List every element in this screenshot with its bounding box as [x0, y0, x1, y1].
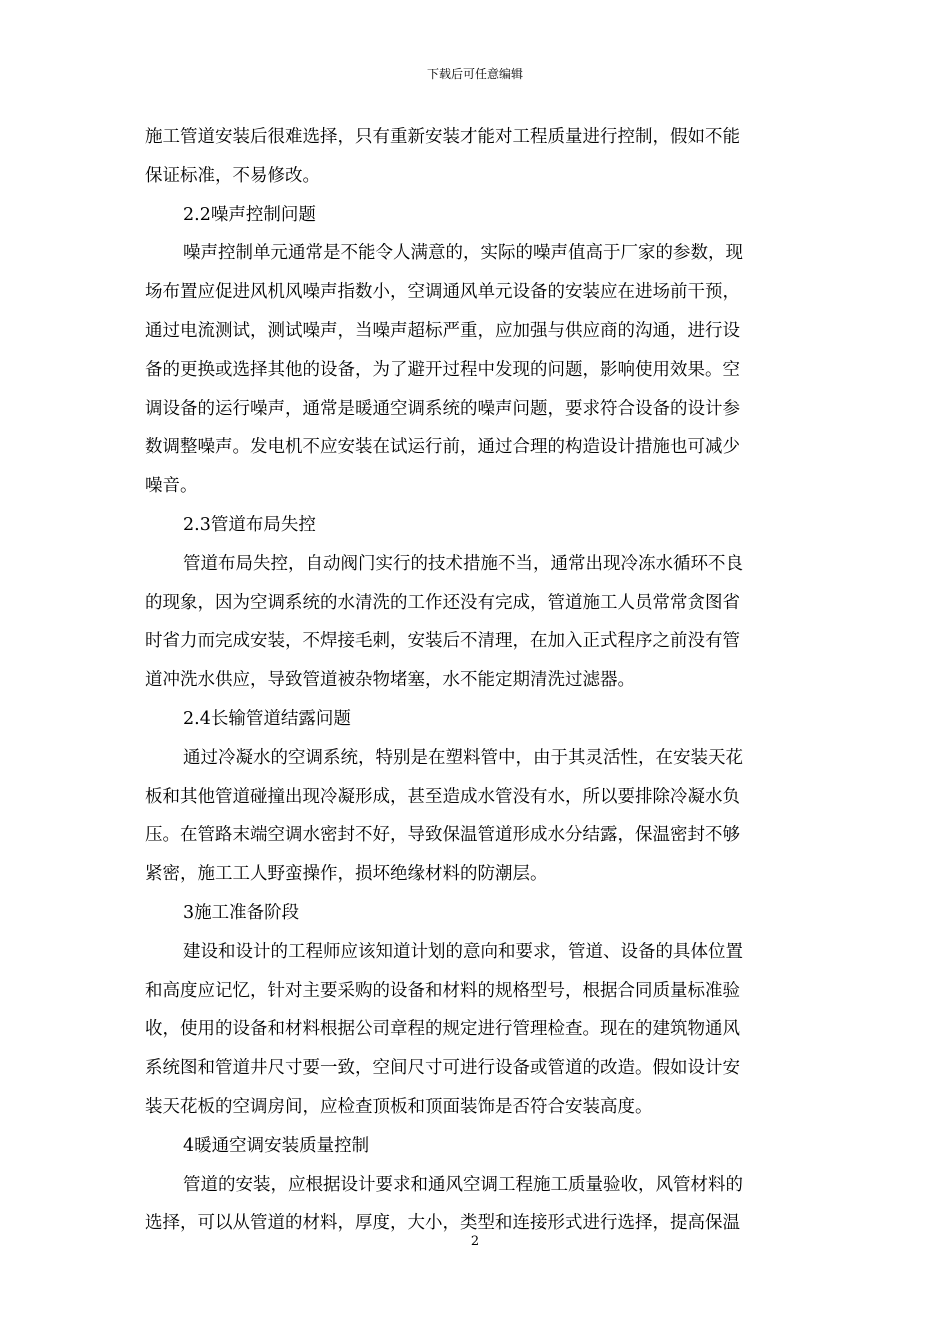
- page-header: 下载后可任意编辑: [426, 67, 523, 81]
- page-number: 2: [470, 1234, 480, 1249]
- paragraph-line: 紧密，施工工人野蛮操作，损坏绝缘材料的防潮层。: [145, 864, 548, 885]
- section-heading: 4暖通空调安装质量控制: [183, 1135, 370, 1156]
- paragraph-line: 板和其他管道碰撞出现冷凝形成，甚至造成水管没有水，所以要排除冷凝水负: [145, 786, 740, 807]
- paragraph-line: 压。在管路末端空调水密封不好，导致保温管道形成水分结露，保温密封不够: [145, 825, 740, 846]
- paragraph-line: 管道的安装，应根据设计要求和通风空调工程施工质量验收，风管材料的: [183, 1174, 743, 1195]
- paragraph-line: 道冲洗水供应，导致管道被杂物堵塞，水不能定期清洗过滤器。: [145, 670, 635, 691]
- paragraph-line: 建设和设计的工程师应该知道计划的意向和要求，管道、设备的具体位置: [183, 941, 743, 962]
- paragraph-line: 收，使用的设备和材料根据公司章程的规定进行管理检查。现在的建筑物通风: [145, 1019, 740, 1040]
- paragraph-line: 噪音。: [145, 476, 198, 497]
- paragraph-line: 时省力而完成安装，不焊接毛刺，安装后不清理，在加入正式程序之前没有管: [145, 631, 740, 652]
- section-heading: 2.3管道布局失控: [183, 514, 316, 535]
- paragraph-line: 选择，可以从管道的材料，厚度，大小，类型和连接形式进行选择，提高保温: [145, 1213, 740, 1234]
- paragraph-line: 噪声控制单元通常是不能令人满意的，实际的噪声值高于厂家的参数，现: [183, 243, 743, 264]
- paragraph-line: 通过冷凝水的空调系统，特别是在塑料管中，由于其灵活性，在安装天花: [183, 747, 743, 768]
- paragraph-line: 备的更换或选择其他的设备，为了避开过程中发现的问题，影响使用效果。空: [145, 359, 740, 380]
- section-heading: 2.2噪声控制问题: [183, 204, 316, 225]
- document-body: [145, 118, 805, 1243]
- paragraph-line: 的现象，因为空调系统的水清洗的工作还没有完成，管道施工人员常常贪图省: [145, 592, 740, 613]
- paragraph-line: 保证标准，不易修改。: [145, 165, 320, 186]
- paragraph-line: 通过电流测试，测试噪声，当噪声超标严重，应加强与供应商的沟通，进行设: [145, 320, 740, 341]
- paragraph-line: 数调整噪声。发电机不应安装在试运行前，通过合理的构造设计措施也可减少: [145, 437, 740, 458]
- paragraph-line: 系统图和管道井尺寸要一致，空间尺寸可进行设备或管道的改造。假如设计安: [145, 1058, 740, 1079]
- paragraph-line: 施工管道安装后很难选择，只有重新安装才能对工程质量进行控制，假如不能: [145, 127, 740, 147]
- paragraph-line: 场布置应促进风机风噪声指数小，空调通风单元设备的安装应在进场前干预，: [145, 282, 740, 303]
- paragraph-line: 装天花板的空调房间，应检查顶板和顶面装饰是否符合安装高度。: [145, 1096, 653, 1117]
- section-heading: 2.4长输管道结露问题: [183, 708, 351, 729]
- paragraph-line: 调设备的运行噪声，通常是暖通空调系统的噪声问题，要求符合设备的设计参: [145, 398, 740, 419]
- paragraph-line: 和高度应记忆，针对主要采购的设备和材料的规格型号，根据合同质量标准验: [145, 980, 740, 1001]
- paragraph-line: 管道布局失控，自动阀门实行的技术措施不当，通常出现冷冻水循环不良: [183, 553, 743, 574]
- section-heading: 3施工准备阶段: [183, 902, 300, 923]
